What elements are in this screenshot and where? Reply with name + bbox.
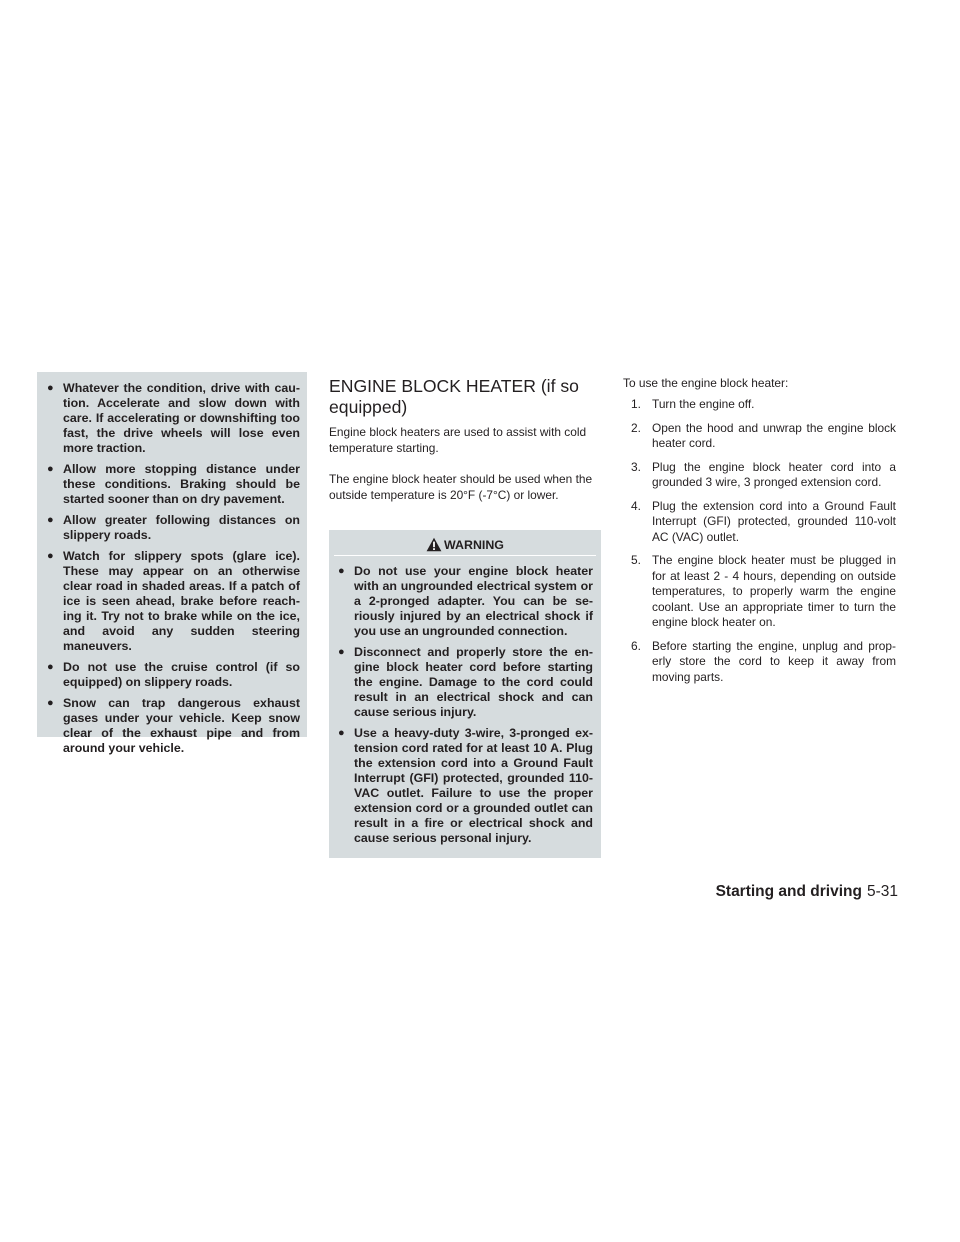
list-item: ● Snow can trap dangerous exhaust gases under your vehicle. Keep snow clear of the exhaust pipe and from around your vehicle. bbox=[47, 696, 300, 755]
bullet-icon: ● bbox=[47, 661, 54, 673]
step-item bbox=[623, 397, 896, 413]
footer-section-name: Starting and driving bbox=[715, 883, 862, 900]
warning-divider bbox=[334, 555, 596, 556]
steps-list bbox=[623, 397, 896, 693]
step-text: Before starting the engine, unplug and prop-erly store the cord to keep it away from moving parts. bbox=[652, 638, 896, 684]
step-number: 3. bbox=[631, 459, 641, 474]
step-item bbox=[623, 460, 896, 491]
warning-heading bbox=[329, 537, 601, 553]
steps-intro: To use the engine block heater: bbox=[623, 376, 789, 390]
step-number: 1. bbox=[631, 397, 641, 411]
list-item: ● Do not use your engine block heater with an ungrounded electrical system or a 2-pronged adapter. You can be se-riously injured by an electrical shock if you use an ungrounded connection. bbox=[338, 564, 593, 638]
step-text: Plug the engine block heater cord into a grounded 3 wire, 3 pronged extension cord. bbox=[652, 459, 896, 489]
step-text: Open the hood and unwrap the engine block heater cord. bbox=[652, 420, 896, 450]
list-item: ● Allow greater following distances on slippery roads. bbox=[47, 513, 300, 542]
step-item bbox=[623, 639, 896, 686]
bullet-icon: ● bbox=[338, 565, 345, 577]
list-item: ● Watch for slippery spots (glare ice). These may appear on an otherwise clear road in shaded areas. If a patch of ice is seen ahead, brake before reach-ing it. Try not to brake while on the ice, and avoid any sudden steering maneuvers. bbox=[47, 549, 300, 653]
warning-box bbox=[329, 530, 601, 858]
bullet-icon: ● bbox=[47, 463, 54, 475]
section-title: ENGINE BLOCK HEATER (if so equipped) bbox=[329, 376, 579, 417]
step-number: 6. bbox=[631, 638, 641, 653]
list-item: ● Whatever the condition, drive with cau-tion. Accelerate and slow down with care. If accelerating or downshifting too fast, the drive wheels will lose even more traction. bbox=[47, 381, 300, 455]
bullet-icon: ● bbox=[338, 646, 345, 658]
bullet-icon: ● bbox=[47, 697, 54, 709]
step-text: Plug the extension cord into a Ground Fault Interrupt (GFI) protected, grounded 110-volt AC (VAC) outlet. bbox=[652, 498, 896, 544]
step-number: 5. bbox=[631, 553, 641, 567]
intro-paragraph: Engine block heaters are used to assist with cold temperature starting. bbox=[329, 425, 587, 455]
bullet-icon: ● bbox=[47, 514, 54, 526]
caution-box bbox=[37, 372, 307, 755]
step-number: 2. bbox=[631, 420, 641, 435]
bullet-icon: ● bbox=[47, 382, 54, 394]
warning-label: WARNING bbox=[444, 538, 504, 552]
step-item bbox=[623, 499, 896, 546]
warning-triangle-icon bbox=[426, 537, 442, 552]
page-number: 5-31 bbox=[866, 883, 898, 900]
step-number: 4. bbox=[631, 498, 641, 513]
bullet-icon: ● bbox=[338, 727, 345, 739]
list-item: ● Allow more stopping distance under these conditions. Braking should be started sooner than on dry pavement. bbox=[47, 462, 300, 506]
step-item bbox=[623, 421, 896, 452]
step-text: The engine block heater must be plugged in for at least 2 - 4 hours, depending on outside temperatures, to properly warm the engine coolant. Use an appropriate timer to turn the engine block heater on. bbox=[652, 553, 896, 629]
temperature-paragraph: The engine block heater should be used when the outside temperature is 20°F (-7°C) or lower. bbox=[329, 472, 593, 502]
page-footer bbox=[713, 883, 898, 901]
step-item bbox=[623, 553, 896, 631]
list-item: ● Do not use the cruise control (if so equipped) on slippery roads. bbox=[47, 660, 300, 689]
list-item: ● Disconnect and properly store the en-gine block heater cord before starting the engine. Damage to the cord could result in an electrical shock and can cause serious injury. bbox=[338, 645, 593, 719]
caution-list bbox=[44, 381, 300, 762]
list-item: ● Use a heavy-duty 3-wire, 3-pronged ex-tension cord rated for at least 10 A. Plug the extension cord into a Ground Fault Interrupt (GFI) protected, grounded 110-VAC outlet. Failure to use the proper extension cord or a grounded outlet can result in a fire or electrical shock and cause serious personal injury. bbox=[338, 726, 593, 845]
step-text: Turn the engine off. bbox=[652, 397, 755, 411]
bullet-icon: ● bbox=[47, 550, 54, 562]
warning-list bbox=[335, 564, 593, 852]
